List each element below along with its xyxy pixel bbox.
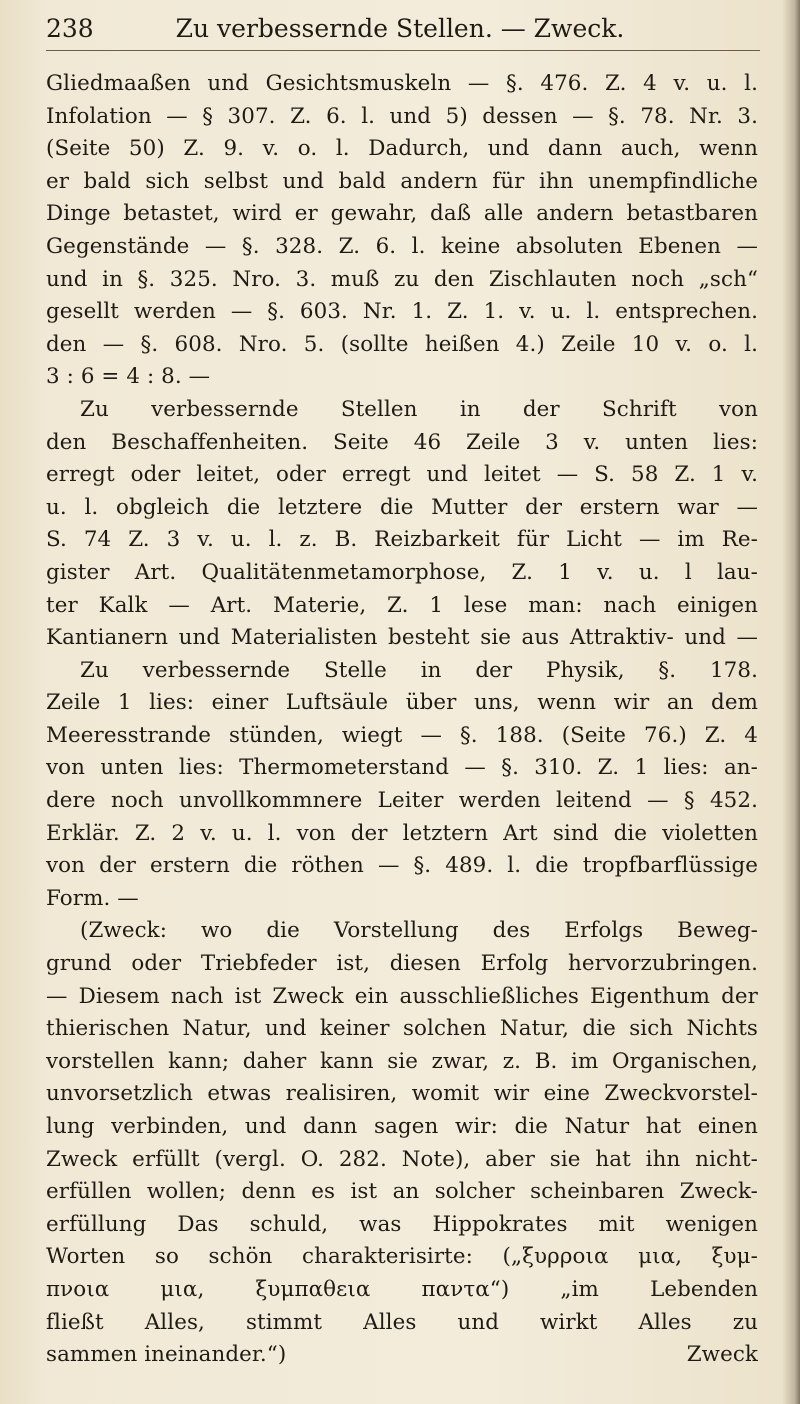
text-line: und in §. 325. Nro. 3. muß zu den Zischlauten noch „sch“ — [46, 266, 758, 292]
header-rule — [46, 50, 760, 51]
text-line: Erklär. Z. 2 v. u. l. von der letztern Art sind die violetten — [46, 820, 758, 846]
text-line: Kantianern und Materialisten besteht sie aus Attraktiv- und — — [46, 625, 758, 651]
text-line: dere noch unvollkommnere Leiter werden leitend — § 452. — [46, 788, 758, 814]
text-line-with-catchword — [46, 1339, 758, 1372]
text-line: ter Kalk — Art. Materie, Z. 1 lese man: nach einigen — [46, 592, 758, 618]
page-number: 238 — [46, 14, 94, 43]
text-line: Meeresstrande stünden, wiegt — §. 188. (Seite 76.) Z. 4 — [46, 722, 758, 748]
text-line: gister Art. Qualitätenmetamorphose, Z. 1 v. u. l lau- — [46, 559, 758, 585]
text-line: u. l. obgleich die letztere die Mutter der erstern war — — [46, 494, 758, 520]
text-line: gesellt werden — §. 603. Nr. 1. Z. 1. v. u. l. entsprechen. — [46, 299, 758, 325]
text-line: Zweck erfüllt (vergl. O. 282. Note), aber sie hat ihn nicht- — [46, 1146, 758, 1172]
text-line: Infolation — § 307. Z. 6. l. und 5) dessen — §. 78. Nr. 3. — [46, 103, 758, 129]
text-line: Gliedmaaßen und Gesichtsmuskeln — §. 476. Z. 4 v. u. l. — [46, 71, 758, 96]
text-line: Zeile 1 lies: einer Luftsäule über uns, wenn wir an dem — [46, 690, 758, 716]
text-line: unvorsetzlich etwas realisiren, womit wir eine Zweckvorstel- — [46, 1081, 758, 1107]
text-line: Gegenstände — §. 328. Z. 6. l. keine absoluten Ebenen — — [46, 233, 758, 259]
text-line: erregt oder leitet, oder erregt und leitet — S. 58 Z. 1 v. — [46, 462, 758, 488]
text-line: vorstellen kann; daher kann sie zwar, z. B. im Organischen, — [46, 1048, 758, 1074]
text-line: (Seite 50) Z. 9. v. o. l. Dadurch, und dann auch, wenn — [46, 136, 758, 162]
text-line: thierischen Natur, und keiner solchen Natur, die sich Nichts — [46, 1016, 758, 1042]
text-line: erfüllung Das schuld, was Hippokrates mit wenigen — [46, 1211, 758, 1237]
text-line: 3 : 6 = 4 : 8. — — [46, 364, 211, 390]
text-line: πνοια μια, ξυμπαθεια παντα“) „im Lebenden — [46, 1276, 758, 1302]
text-line: Dinge betastet, wird er gewahr, daß alle andern betastbaren — [46, 201, 758, 227]
text-line: Form. — — [46, 885, 139, 911]
text-line: Worten so schön charakterisirte: („ξυρροια μια, ξυμ- — [46, 1244, 758, 1270]
text-line: fließt Alles, stimmt Alles und wirkt Alles zu — [46, 1309, 758, 1335]
running-title: Zu verbessernde Stellen. — Zweck. — [175, 14, 625, 43]
running-header — [46, 14, 754, 48]
body-text — [46, 68, 758, 1372]
text-line: von unten lies: Thermometerstand — §. 310. Z. 1 lies: an- — [46, 755, 758, 781]
text-line: er bald sich selbst und bald andern für ihn unempfindliche — [46, 168, 758, 194]
text-line: lung verbinden, und dann sagen wir: die Natur hat einen — [46, 1114, 758, 1139]
page-edge-shadow — [782, 0, 800, 1404]
catchword: Zweck — [686, 1342, 758, 1368]
section-heading-line: Zu verbessernde Stellen in der Schrift von — [80, 396, 758, 422]
text-line: von der erstern die röthen — §. 489. l. die tropfbarflüssige — [46, 853, 758, 879]
text-line: erfüllen wollen; denn es ist an solcher scheinbaren Zweck- — [46, 1179, 758, 1205]
text-line: den — §. 608. Nro. 5. (sollte heißen 4.) Zeile 10 v. o. l. — [46, 331, 758, 357]
section-heading-line: Zu verbessernde Stelle in der Physik, §. 178. — [80, 657, 758, 683]
text-line: S. 74 Z. 3 v. u. l. z. B. Reizbarkeit für Licht — im Re- — [46, 527, 758, 553]
text-line: den Beschaffenheiten. Seite 46 Zeile 3 v. unten lies: — [46, 429, 758, 455]
entry-heading-line: (Zweck: wo die Vorstellung des Erfolgs Beweg- — [80, 918, 758, 944]
text-line: grund oder Triebfeder ist, diesen Erfolg hervorzubringen. — [46, 951, 758, 977]
text-line: — Diesem nach ist Zweck ein ausschließliches Eigenthum der — [46, 983, 758, 1009]
final-line-text: sammen ineinander.“) — [46, 1342, 287, 1368]
